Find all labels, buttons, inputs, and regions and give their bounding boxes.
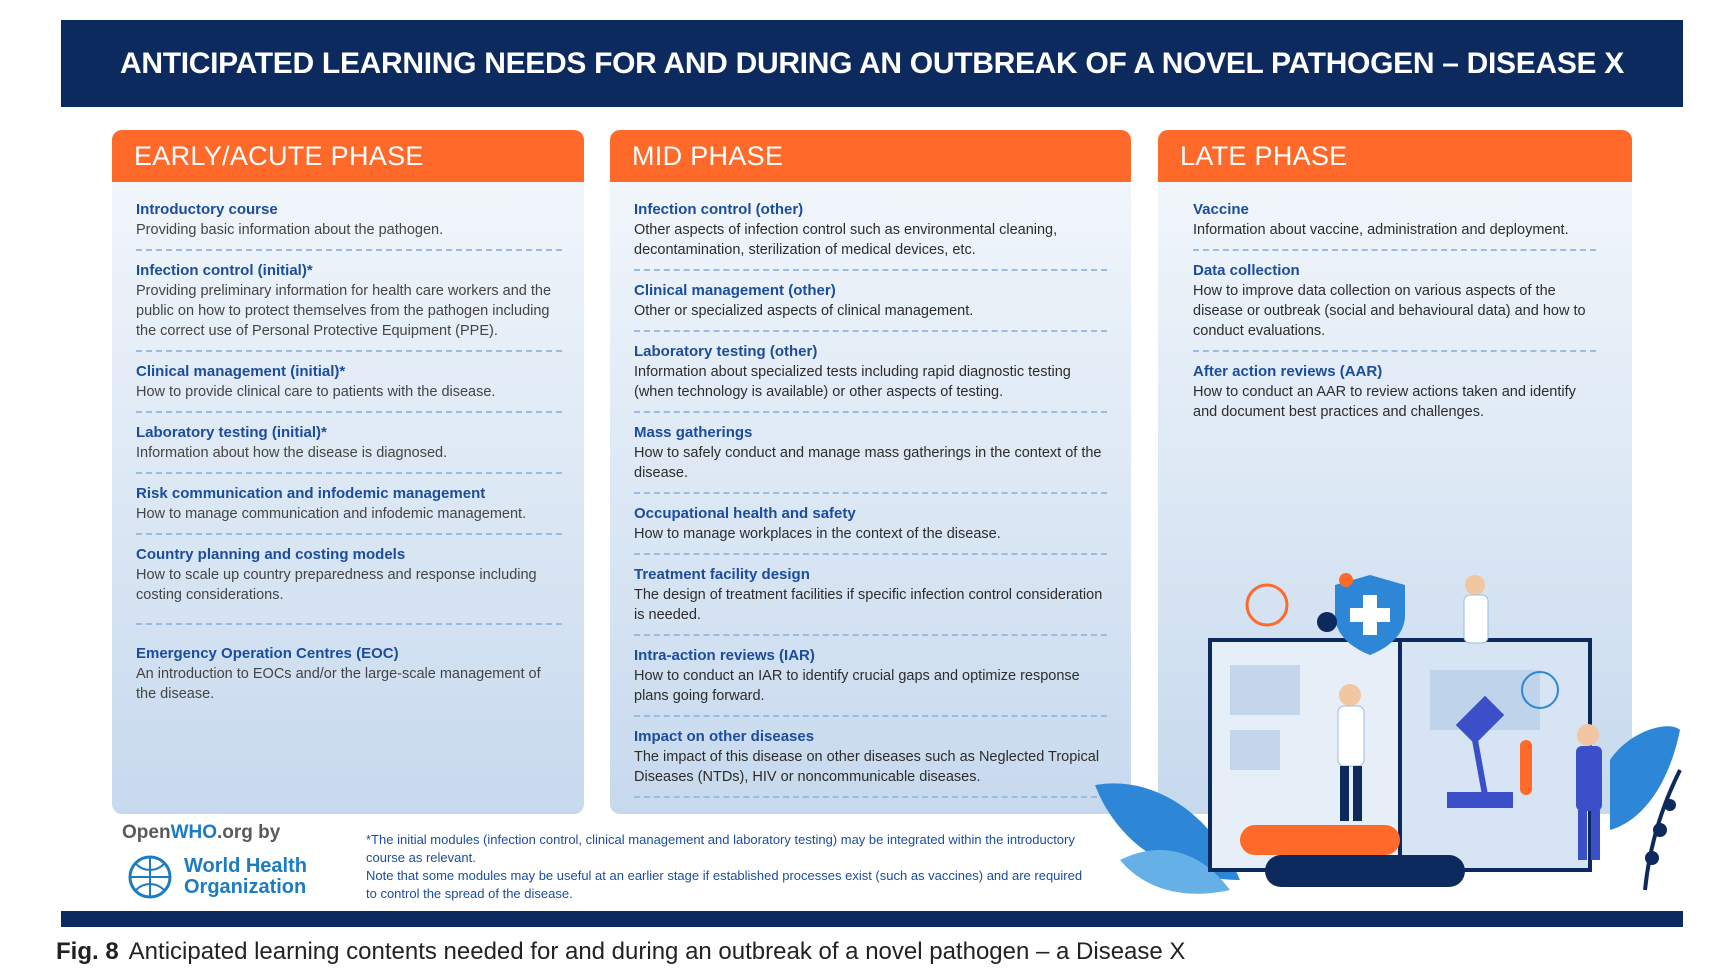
item-desc: Other aspects of infection control such as environmental cleaning, decontamination, sterilization of medical devices, etc. — [634, 222, 1058, 258]
target-icon — [1247, 585, 1287, 625]
list-item — [136, 200, 562, 251]
item-title: After action reviews (AAR) — [1193, 363, 1383, 380]
main-title: ANTICIPATED LEARNING NEEDS FOR AND DURING AN OUTBREAK OF A NOVEL PATHOGEN – DISEASE X — [119, 46, 1625, 80]
item-desc: How to improve data collection on various aspects of the disease or outbreak (social and behavioural data) and how to conduct evaluations. — [1193, 283, 1586, 339]
list-item — [136, 644, 562, 713]
footnote-line2: Note that some modules may be useful at an earlier stage if established processes exist (such as vaccines) and are required to control the spread of the disease. — [366, 868, 1083, 901]
health-education-illustration — [1090, 560, 1690, 910]
who-line2: Organization — [184, 876, 307, 898]
list-item — [634, 646, 1107, 717]
item-title: Country planning and costing models — [136, 546, 406, 563]
item-title: Vaccine — [1193, 201, 1249, 218]
figure-caption — [56, 938, 1185, 966]
list-item — [1193, 261, 1596, 352]
phase-header: MID PHASE — [610, 130, 1131, 182]
scientist-body-icon — [1464, 595, 1488, 643]
nurse-head-icon — [1577, 724, 1599, 746]
item-desc: How to provide clinical care to patients with the disease. — [136, 384, 496, 400]
panel-mid-phase — [610, 130, 1131, 814]
item-desc: How to conduct an IAR to identify crucial gaps and optimize response plans going forward. — [634, 668, 1080, 704]
item-title: Intra-action reviews (IAR) — [634, 647, 815, 664]
item-desc: How to manage communication and infodemic management. — [136, 506, 527, 522]
list-item — [136, 261, 562, 352]
footnote — [366, 831, 1086, 903]
caption-text: Anticipated learning contents needed for and during an outbreak of a novel pathogen – a Disease X — [128, 938, 1186, 965]
item-desc: The impact of this disease on other diseases such as Neglected Tropical Diseases (NTDs), HIV or noncommunicable diseases. — [634, 749, 1100, 785]
list-item — [136, 423, 562, 474]
item-desc: How to safely conduct and manage mass gatherings in the context of the disease. — [634, 445, 1102, 481]
item-title: Emergency Operation Centres (EOC) — [136, 645, 399, 662]
book-stack-orange — [1240, 825, 1400, 855]
item-desc: Providing preliminary information for health care workers and the public on how to protect themselves from the pathogen including the correct use of Personal Protective Equipment (PPE). — [136, 283, 552, 339]
item-title: Risk communication and infodemic management — [136, 485, 486, 502]
item-title: Clinical management (other) — [634, 282, 836, 299]
item-title: Data collection — [1193, 262, 1300, 279]
item-desc: How to scale up country preparedness and response including costing considerations. — [136, 567, 537, 603]
item-title: Laboratory testing (initial)* — [136, 424, 327, 441]
who-emblem-icon — [122, 852, 178, 902]
scientist-head-icon — [1465, 575, 1485, 595]
list-item — [1193, 200, 1596, 251]
test-tube-icon — [1520, 740, 1532, 795]
list-item — [634, 727, 1107, 798]
item-title: Treatment facility design — [634, 566, 810, 583]
openwho-suffix: .org by — [217, 822, 281, 843]
openwho-who: WHO — [170, 822, 217, 843]
item-title: Impact on other diseases — [634, 728, 815, 745]
list-item — [136, 362, 562, 413]
item-desc: Other or specialized aspects of clinical management. — [634, 303, 974, 319]
panel-early-phase — [112, 130, 584, 814]
list-item — [634, 342, 1107, 413]
caption-label: Fig. 8 — [56, 938, 119, 965]
list-item — [136, 484, 562, 535]
list-item — [634, 200, 1107, 271]
book-stack-navy — [1265, 855, 1465, 887]
bottom-bar — [61, 911, 1683, 927]
item-desc: Information about vaccine, administration and deployment. — [1193, 222, 1569, 238]
openwho-prefix: Open — [122, 822, 171, 843]
virus-small-icon — [1339, 573, 1353, 587]
list-item — [634, 565, 1107, 636]
footnote-line1: *The initial modules (infection control, clinical management and laboratory testing) may be integrated within the introductory course as relevant. — [366, 832, 1075, 865]
item-title: Occupational health and safety — [634, 505, 856, 522]
doctor-body-icon — [1338, 706, 1364, 766]
item-desc: The design of treatment facilities if specific infection control consideration is needed. — [634, 587, 1103, 623]
list-item — [136, 545, 562, 625]
virus-icon — [1317, 612, 1337, 632]
item-title: Introductory course — [136, 201, 278, 218]
who-name — [184, 856, 307, 898]
item-desc: Providing basic information about the pathogen. — [136, 222, 444, 238]
item-desc: An introduction to EOCs and/or the large-scale management of the disease. — [136, 666, 541, 702]
openwho-text — [122, 822, 307, 844]
item-desc: How to manage workplaces in the context of the disease. — [634, 526, 1001, 542]
item-title: Clinical management (initial)* — [136, 363, 346, 380]
item-title: Mass gatherings — [634, 424, 753, 441]
list-item — [634, 281, 1107, 332]
nurse-body-icon — [1576, 746, 1602, 811]
item-desc: How to conduct an AAR to review actions taken and identify and document best practices and challenges. — [1193, 384, 1576, 420]
item-desc: Information about specialized tests including rapid diagnostic testing (when technology is available) or other aspects of testing. — [634, 364, 1071, 400]
openwho-logo — [122, 822, 307, 902]
phase-header: EARLY/ACUTE PHASE — [112, 130, 584, 182]
item-title: Infection control (other) — [634, 201, 804, 218]
who-line1: World Health — [184, 855, 307, 877]
item-title: Infection control (initial)* — [136, 262, 313, 279]
phase-header: LATE PHASE — [1158, 130, 1632, 182]
list-item — [634, 423, 1107, 494]
item-title: Laboratory testing (other) — [634, 343, 818, 360]
doctor-head-icon — [1339, 684, 1361, 706]
list-item — [634, 504, 1107, 555]
title-banner — [61, 20, 1683, 107]
leaf-right-icon — [1610, 726, 1680, 830]
list-item — [1193, 362, 1596, 431]
item-desc: Information about how the disease is diagnosed. — [136, 445, 448, 461]
